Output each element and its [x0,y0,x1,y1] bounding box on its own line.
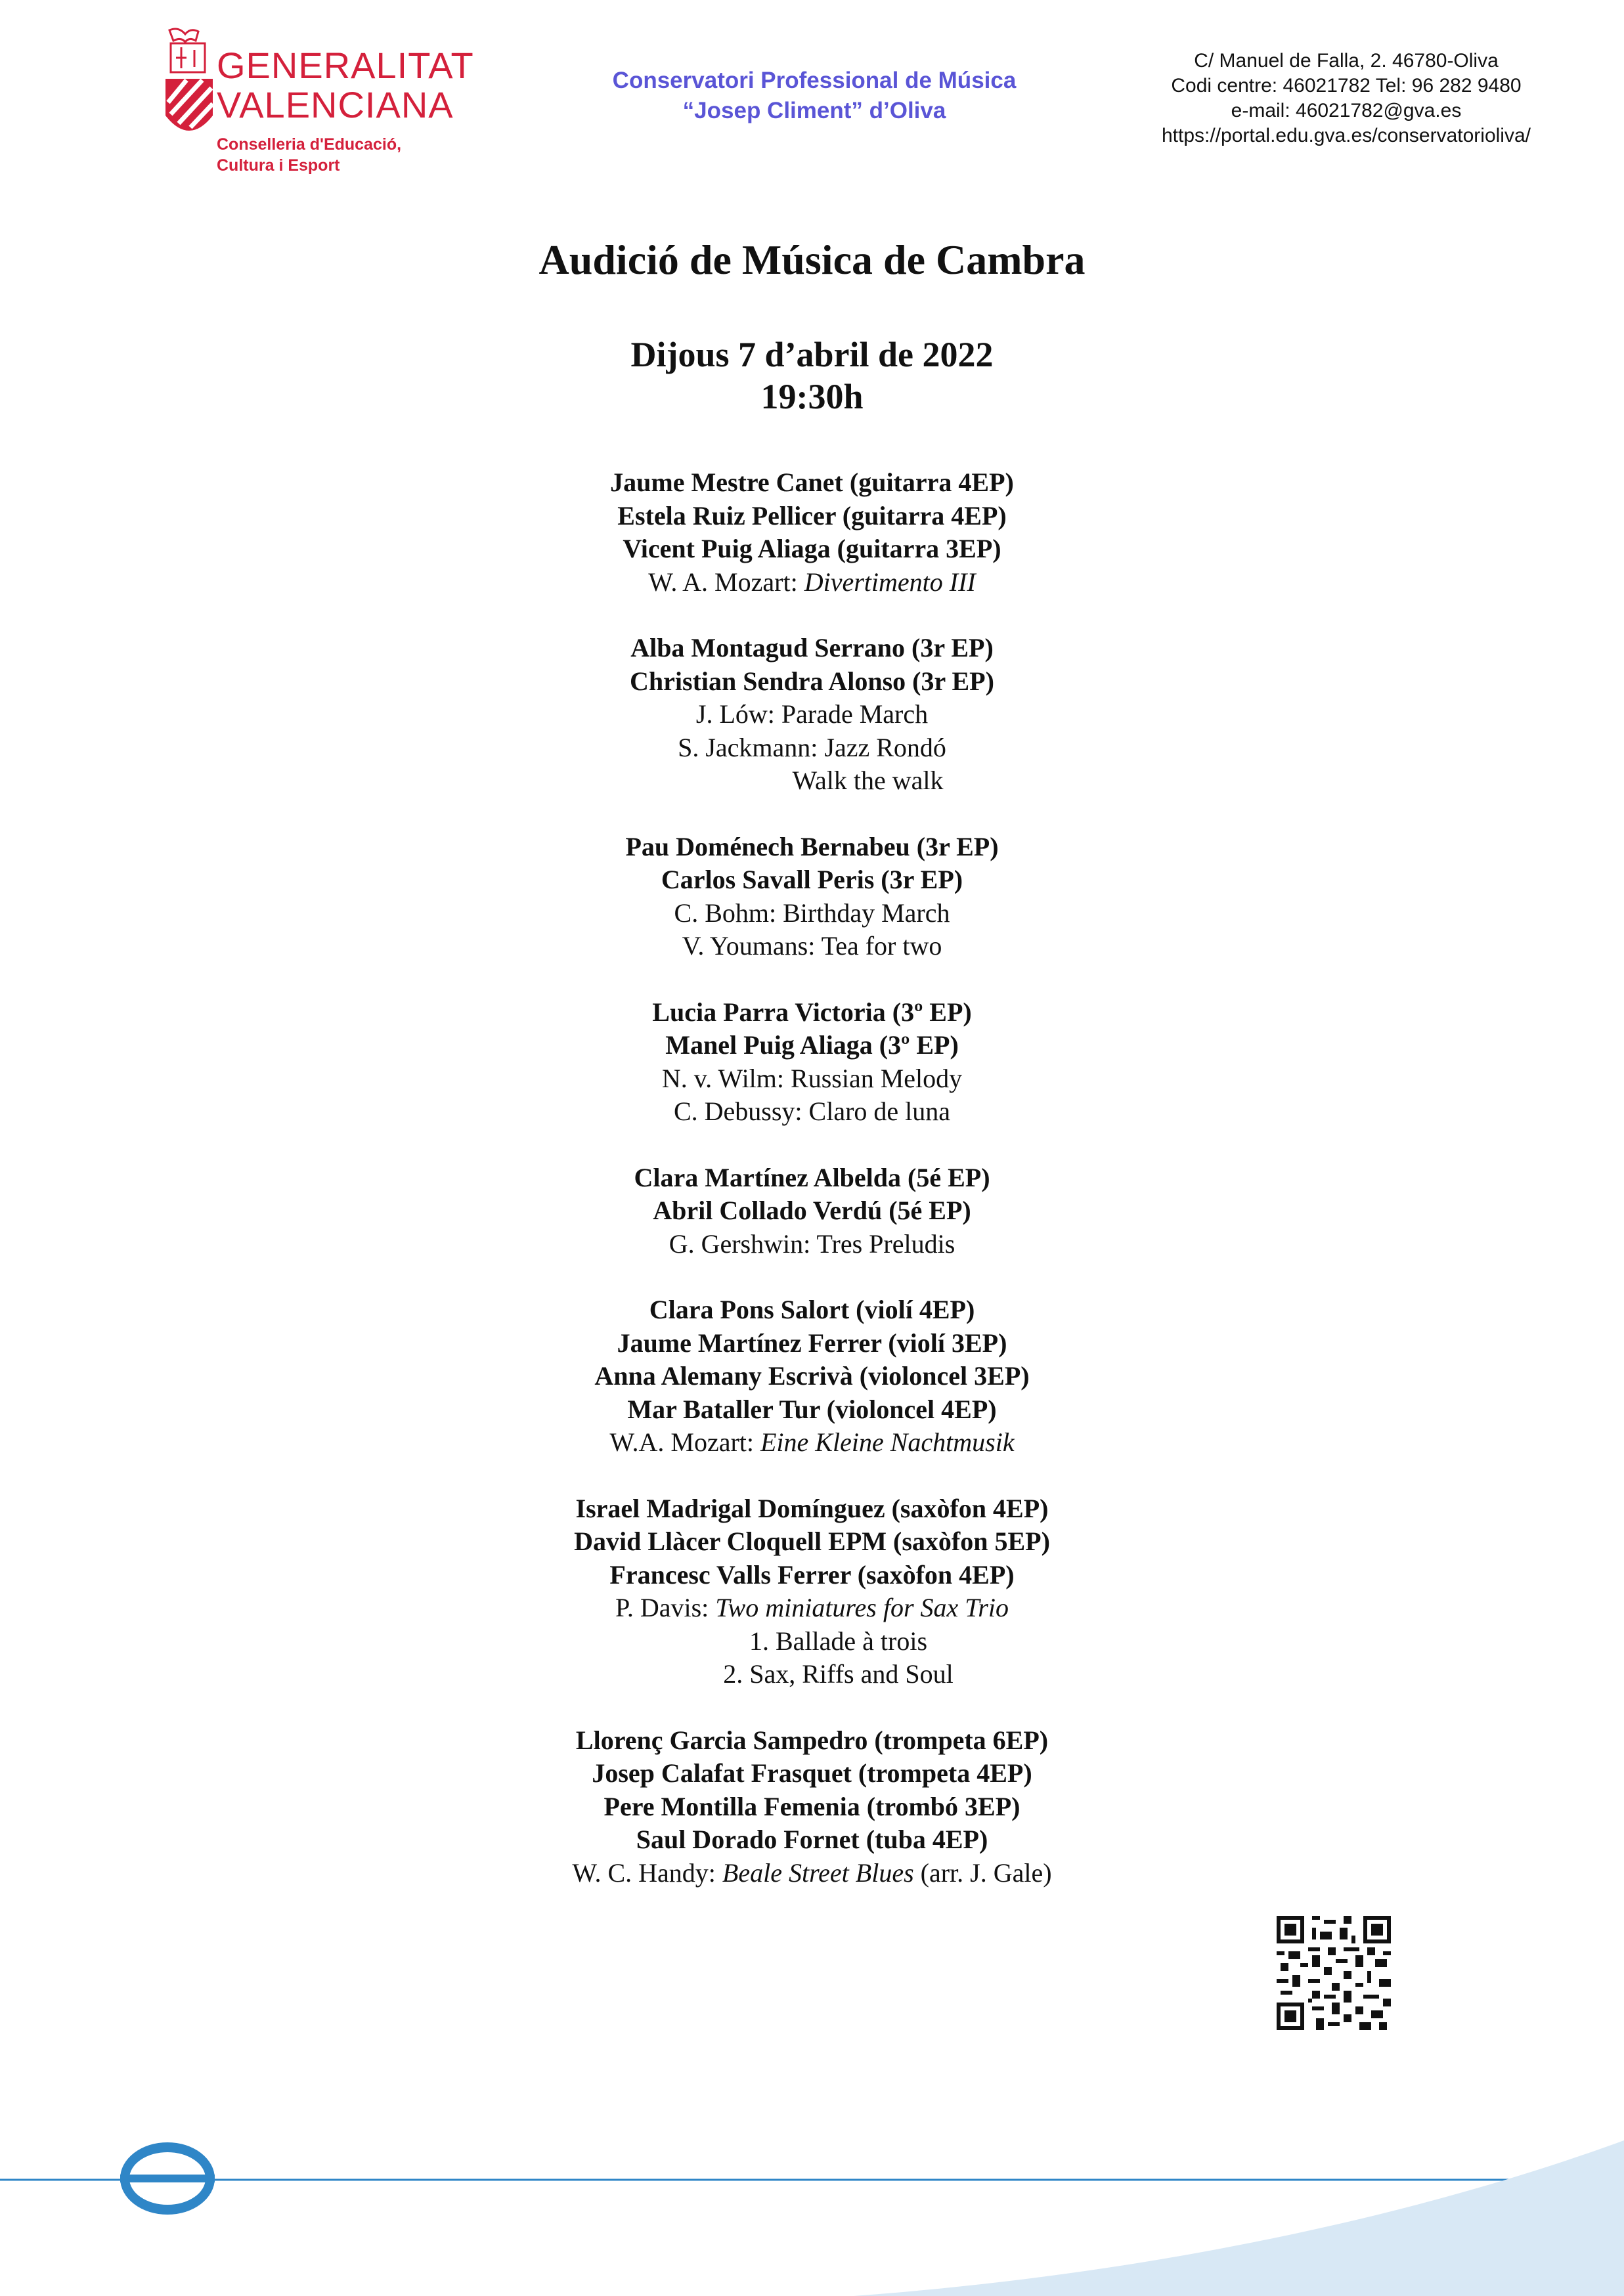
conservatori-line-1: Conservatori Professional de Música [612,68,1017,93]
performer: Carlos Savall Peris (3r EP) [661,865,963,894]
work: C. Bohm: Birthday March [674,898,950,928]
work-composer: W. C. Handy: [572,1857,716,1888]
event-date [0,334,1624,418]
contact-address: C/ Manuel de Falla, 2. 46780-Oliva [1194,50,1499,72]
performer: Clara Martínez Albelda (5é EP) [634,1162,990,1192]
contact-website[interactable]: https://portal.edu.gva.es/conservatorioliva/ [1162,125,1531,146]
performer: Vicent Puig Aliaga (guitarra 3EP) [623,534,1001,563]
performer: Mar Bataller Tur (violoncel 4EP) [627,1394,997,1424]
performer: Saul Dorado Fornet (tuba 4EP) [636,1825,988,1854]
qr-code-icon [1277,1916,1391,2030]
page-title: Audició de Música de Cambra [538,236,1086,283]
work: C. Debussy: Claro de luna [673,1096,951,1126]
program-group [0,1161,1624,1261]
contact-block [1077,49,1615,148]
program-list [0,466,1624,1922]
performer: Jaume Mestre Canet (guitarra 4EP) [610,467,1014,497]
performer: Israel Madrigal Domínguez (saxòfon 4EP) [575,1493,1049,1523]
work-title: Two miniatures for Sax Trio [715,1593,1009,1622]
performer: Francesc Valls Ferrer (saxòfon 4EP) [609,1559,1015,1590]
program-group [0,1724,1624,1890]
work-composer: W. A. Mozart: [648,567,798,597]
program-group [0,632,1624,798]
work-movement: 2. Sax, Riffs and Soul [723,1659,954,1689]
work [0,1426,1624,1460]
performer: Alba Montagud Serrano (3r EP) [630,633,994,662]
contact-codi: Codi centre: 46021782 Tel: 96 282 9480 [1171,75,1522,97]
work-title: Divertimento III [804,567,976,597]
performer: Clara Pons Salort (violí 4EP) [649,1295,975,1324]
footer-emblem-icon [120,2142,215,2215]
logo-subtitle-2: Cultura i Esport [217,156,340,175]
work: S. Jackmann: Jazz Rondó [678,732,946,762]
program-group [0,1492,1624,1691]
work: Walk the walk [792,766,944,795]
logo-subtitle-1: Conselleria d'Educació, [217,135,402,154]
performer: Pau Doménech Bernabeu (3r EP) [625,831,999,861]
program-group [0,996,1624,1129]
conservatori-name [538,66,1090,126]
work-title: Beale Street Blues [722,1857,914,1888]
performer: Lucia Parra Victoria (3º EP) [652,997,972,1027]
performer: Estela Ruiz Pellicer (guitarra 4EP) [617,500,1007,531]
work-composer: W.A. Mozart: [609,1427,754,1457]
work [0,1857,1624,1890]
performer: Manel Puig Aliaga (3º EP) [665,1030,959,1060]
logo-line-1: GENERALITAT [217,45,474,86]
work [0,1592,1624,1625]
performer: Jaume Martínez Ferrer (violí 3EP) [617,1328,1007,1358]
work-composer: P. Davis: [615,1593,709,1622]
performer: Llorenç Garcia Sampedro (trompeta 6EP) [575,1725,1049,1755]
work: V. Youmans: Tea for two [682,931,942,961]
work: N. v. Wilm: Russian Melody [661,1063,963,1093]
work-movement: 1. Ballade à trois [749,1626,928,1656]
work: G. Gershwin: Tres Preludis [669,1228,955,1259]
event-time: 19:30h [760,377,864,416]
work-arrangement: (arr. J. Gale) [920,1857,1052,1888]
work: J. Lów: Parade March [695,699,929,729]
footer-decoration [0,2114,1624,2296]
program-group [0,1293,1624,1460]
event-day: Dijous 7 d’abril de 2022 [630,335,994,374]
performer: Anna Alemany Escrivà (violoncel 3EP) [594,1361,1030,1391]
performer: Pere Montilla Femenia (trombó 3EP) [604,1791,1020,1821]
conservatori-line-2: “Josep Climent” d’Oliva [682,98,946,123]
performer: David Llàcer Cloquell EPM (saxòfon 5EP) [574,1527,1050,1556]
generalitat-wordmark [217,46,474,176]
performer: Christian Sendra Alonso (3r EP) [630,666,994,696]
footer-wave [854,2140,1624,2296]
program-group [0,831,1624,963]
program-group [0,466,1624,599]
work-title: Eine Kleine Nachtmusik [760,1427,1015,1457]
performer: Abril Collado Verdú (5é EP) [653,1196,971,1225]
work [0,566,1624,599]
performer: Josep Calafat Frasquet (trompeta 4EP) [592,1758,1032,1788]
contact-email[interactable]: e-mail: 46021782@gva.es [1231,100,1462,121]
logo-line-2: VALENCIANA [217,84,454,125]
